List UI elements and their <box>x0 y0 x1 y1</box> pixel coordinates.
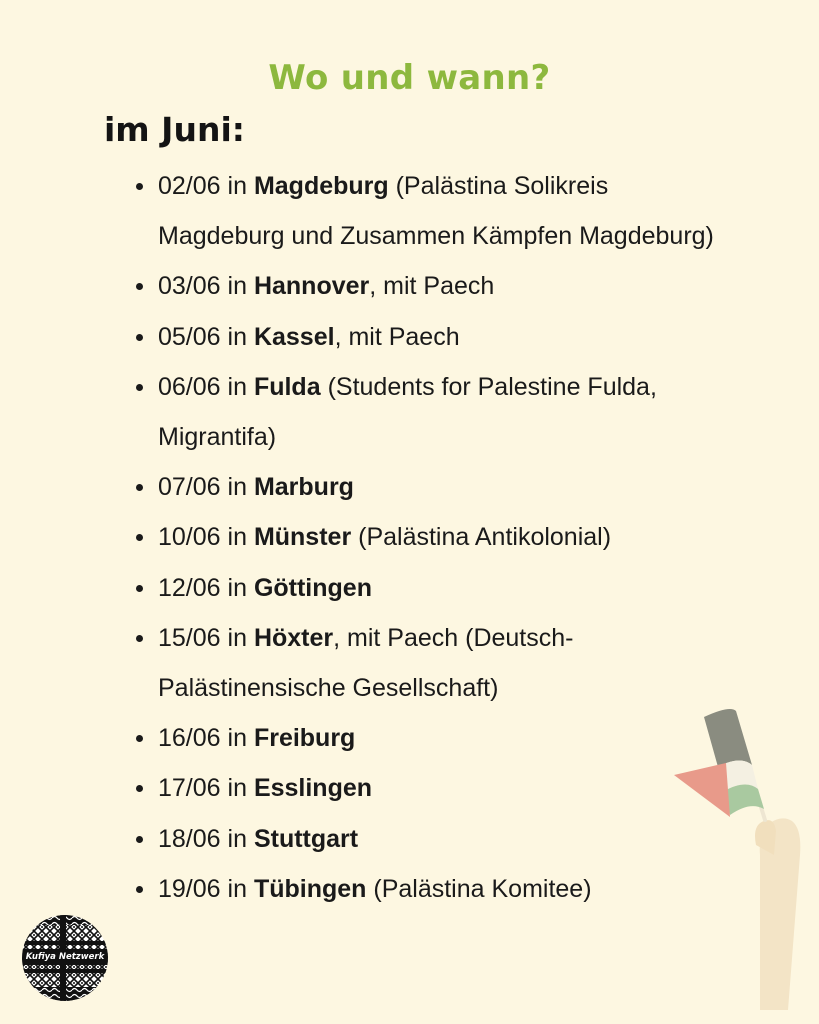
event-extra: (Palästina Antikolonial) <box>358 523 612 552</box>
event-city: Freiburg <box>253 724 356 753</box>
event-extra: , mit Paech (Deutsch-Palästinensische Gesellschaft) <box>158 623 574 703</box>
logo-text: Kufiya Netzwerk <box>22 949 108 965</box>
event-date: 03/06 <box>158 272 221 301</box>
list-item <box>158 261 718 311</box>
event-extra: (Students for Palestine Fulda, Migrantifa) <box>158 372 657 452</box>
event-date: 12/06 <box>158 573 221 602</box>
list-item <box>158 613 718 713</box>
event-city: Fulda <box>253 372 321 401</box>
event-prep: in <box>227 172 247 200</box>
event-date: 16/06 <box>158 724 221 753</box>
hand-holding-flag-icon <box>660 705 810 1010</box>
event-prep: in <box>227 774 247 803</box>
event-date: 15/06 <box>158 623 221 652</box>
event-prep: in <box>227 824 247 853</box>
event-extra: , mit Paech <box>369 272 495 301</box>
list-item <box>158 362 718 462</box>
event-prep: in <box>227 573 247 602</box>
event-city: Esslingen <box>253 774 373 803</box>
list-item <box>158 864 718 914</box>
list-item <box>158 462 718 512</box>
event-city: Magdeburg <box>253 172 389 200</box>
event-prep: in <box>227 523 247 552</box>
list-item <box>158 713 718 763</box>
page-title: Wo und wann? <box>268 58 551 98</box>
event-date: 05/06 <box>158 322 221 351</box>
event-prep: in <box>227 623 247 652</box>
event-date: 02/06 <box>158 172 221 200</box>
event-city: Hannover <box>253 272 370 301</box>
list-item <box>158 814 718 864</box>
event-list <box>0 161 718 914</box>
event-date: 17/06 <box>158 774 221 803</box>
event-city: Münster <box>253 523 352 552</box>
event-prep: in <box>227 473 247 502</box>
list-item <box>158 763 718 813</box>
event-city: Höxter <box>253 623 334 652</box>
list-item <box>158 563 718 613</box>
list-item <box>158 161 718 261</box>
event-date: 07/06 <box>158 473 221 502</box>
event-city: Kassel <box>253 322 335 351</box>
kufiya-netzwerk-logo <box>22 915 108 1001</box>
event-prep: in <box>227 322 247 351</box>
event-city: Marburg <box>253 473 354 502</box>
event-prep: in <box>227 724 247 753</box>
event-date: 06/06 <box>158 372 221 401</box>
event-prep: in <box>227 874 247 903</box>
event-extra: (Palästina Komitee) <box>373 874 592 903</box>
event-extra: (Palästina Solikreis Magdeburg und Zusammen Kämpfen Magdeburg) <box>158 172 714 251</box>
event-date: 18/06 <box>158 824 221 853</box>
event-extra: , mit Paech <box>334 322 460 351</box>
month-heading: im Juni: <box>104 110 245 149</box>
event-city: Göttingen <box>253 573 372 602</box>
list-item <box>158 312 718 362</box>
event-date: 10/06 <box>158 523 221 552</box>
event-prep: in <box>227 372 247 401</box>
event-date: 19/06 <box>158 874 221 903</box>
event-city: Tübingen <box>253 874 367 903</box>
event-city: Stuttgart <box>253 824 359 853</box>
list-item <box>158 512 718 562</box>
event-prep: in <box>227 272 247 301</box>
